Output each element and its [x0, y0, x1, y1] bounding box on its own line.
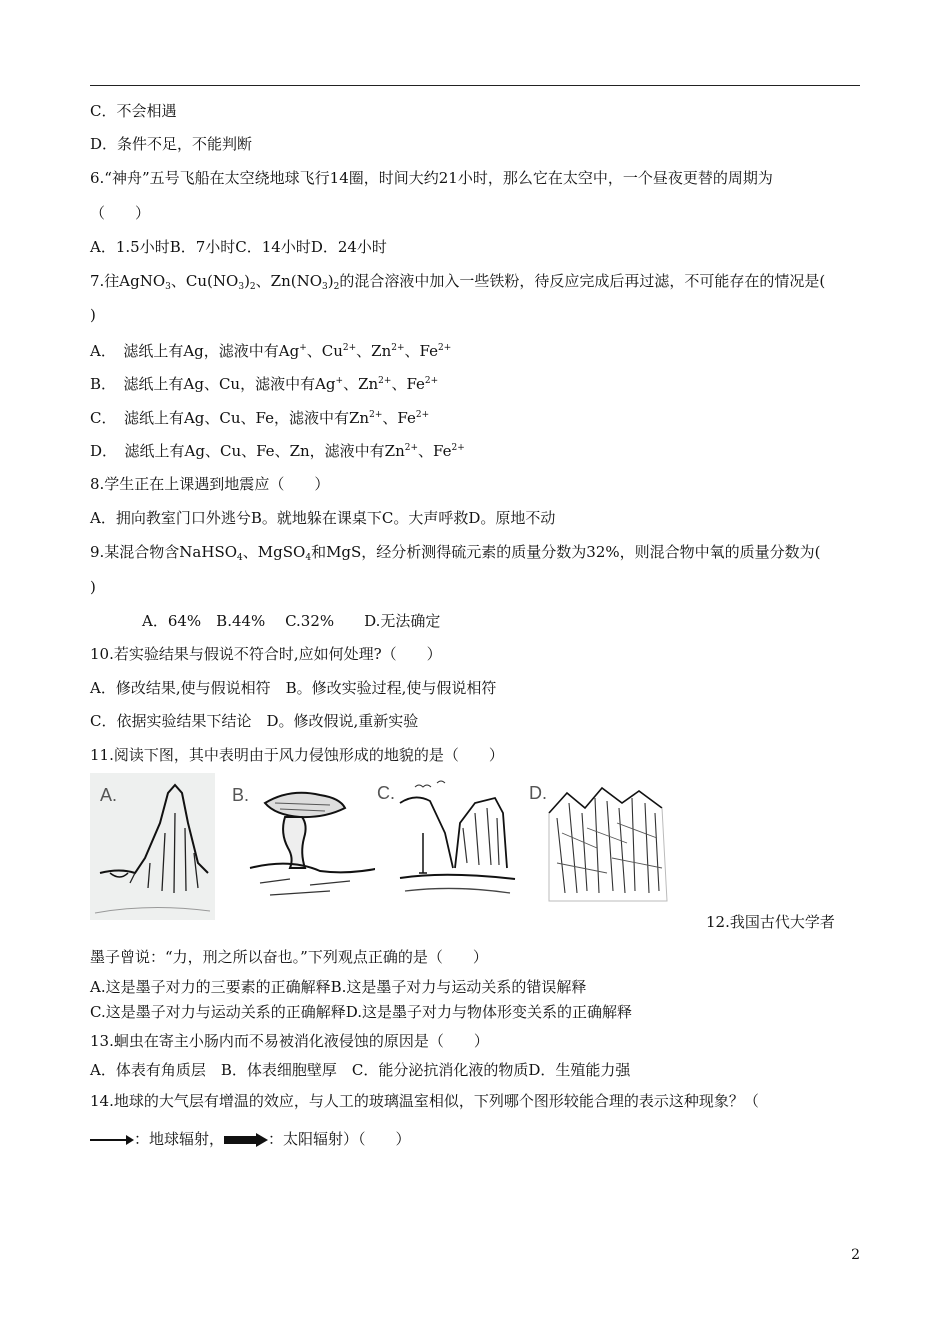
thin-arrow-icon [90, 1134, 134, 1146]
question-14-legend: ：地球辐射， ：太阳辐射）（ ） [90, 1129, 411, 1149]
question-12: 墨子曾说：“力，刑之所以奋也。”下列观点正确的是（ ） [90, 948, 488, 966]
question-12-options-cd: C.这是墨子对力与运动关系的正确解释D.这是墨子对力与物体形变关系的正确解释 [90, 1003, 632, 1021]
question-7: 7.往AgNO$_3$、$Cu(NO_3)_2$、$Zn(NO_3)_2$的混合溶液中加入一些铁粉，待反应完成后再过滤，不可能存在的情况是( [90, 272, 826, 292]
landform-picture-b [230, 773, 390, 908]
question-9-close: ) [90, 578, 96, 596]
landform-picture-c [375, 773, 520, 908]
thick-arrow-icon [224, 1133, 268, 1147]
picture-b-label: B. [232, 785, 250, 805]
header-rule [90, 85, 860, 86]
landform-picture-a [90, 773, 215, 920]
question-10-options-ab: A．修改结果,使与假说相符 B。修改实验过程,使与假说相符 [90, 679, 497, 697]
question-7-close: ) [90, 306, 96, 324]
q5-option-d: D．条件不足，不能判断 [90, 135, 253, 153]
question-6: 6.“神舟”五号飞船在太空绕地球飞行14圈，时间大约21小时，那么它在太空中，一个昼夜更替的周期为 [90, 169, 773, 187]
question-12-options-ab: A.这是墨子对力的三要素的正确解释B.这是墨子对力与运动关系的错误解释 [90, 978, 587, 996]
picture-d-label: D. [529, 783, 547, 803]
question-13: 13.蛔虫在寄主小肠内而不易被消化液侵蚀的原因是（ ） [90, 1032, 489, 1050]
question-9: 9.某混合物含NaHSO$_4$、MgSO$_4$和MgS，经分析测得硫元素的质量分数为32%，则混合物中氧的质量分数为( [90, 543, 821, 563]
q7-option-d: D． 滤纸上有Ag、Cu、Fe、Zn，滤液中有$Zn^{2+}$、$Fe^{2+}$ [90, 442, 465, 460]
q5-option-c: C．不会相遇 [90, 102, 177, 120]
q7-option-a: A． 滤纸上有Ag，滤液中有Ag+、$Cu^{2+}$、$Zn^{2+}$、$Fe^{2+}$ [90, 342, 452, 360]
question-10: 10.若实验结果与假说不符合时,应如何处理?（ ） [90, 645, 442, 663]
question-11: 11.阅读下图，其中表明由于风力侵蚀形成的地貌的是（ ） [90, 746, 504, 764]
question-8: 8.学生正在上课遇到地震应（ ） [90, 475, 330, 493]
question-14: 14.地球的大气层有增温的效应，与人工的玻璃温室相似，下列哪个图形较能合理的表示这种现象？（ [90, 1092, 759, 1110]
question-12-start: 12.我国古代大学者 [706, 913, 835, 931]
picture-a-label: A. [100, 785, 118, 805]
question-6-blank: （ ） [90, 204, 151, 222]
landform-picture-d [527, 773, 675, 908]
question-8-options: A．拥向教室门口外逃兮B。就地躲在课桌下C。大声呼救D。原地不动 [90, 509, 556, 527]
question-6-options: A．1.5小时B．7小时C．14小时D．24小时 [90, 238, 387, 256]
picture-c-label: C. [377, 783, 395, 803]
q7-option-b: B． 滤纸上有Ag、Cu，滤液中有Ag+、$Zn^{2+}$、$Fe^{2+}$ [90, 375, 439, 393]
question-10-options-cd: C．依据实验结果下结论 D。修改假说,重新实验 [90, 712, 419, 730]
question-13-options: A．体表有角质层 B．体表细胞壁厚 C．能分泌抗消化液的物质D．生殖能力强 [90, 1061, 631, 1079]
q7-option-c: C． 滤纸上有Ag、Cu、Fe，滤液中有$Zn^{2+}$、$Fe^{2+}$ [90, 409, 430, 427]
page-number: 2 [851, 1247, 860, 1263]
question-9-options: A．64% B.44% C.32% D.无法确定 [142, 612, 441, 630]
